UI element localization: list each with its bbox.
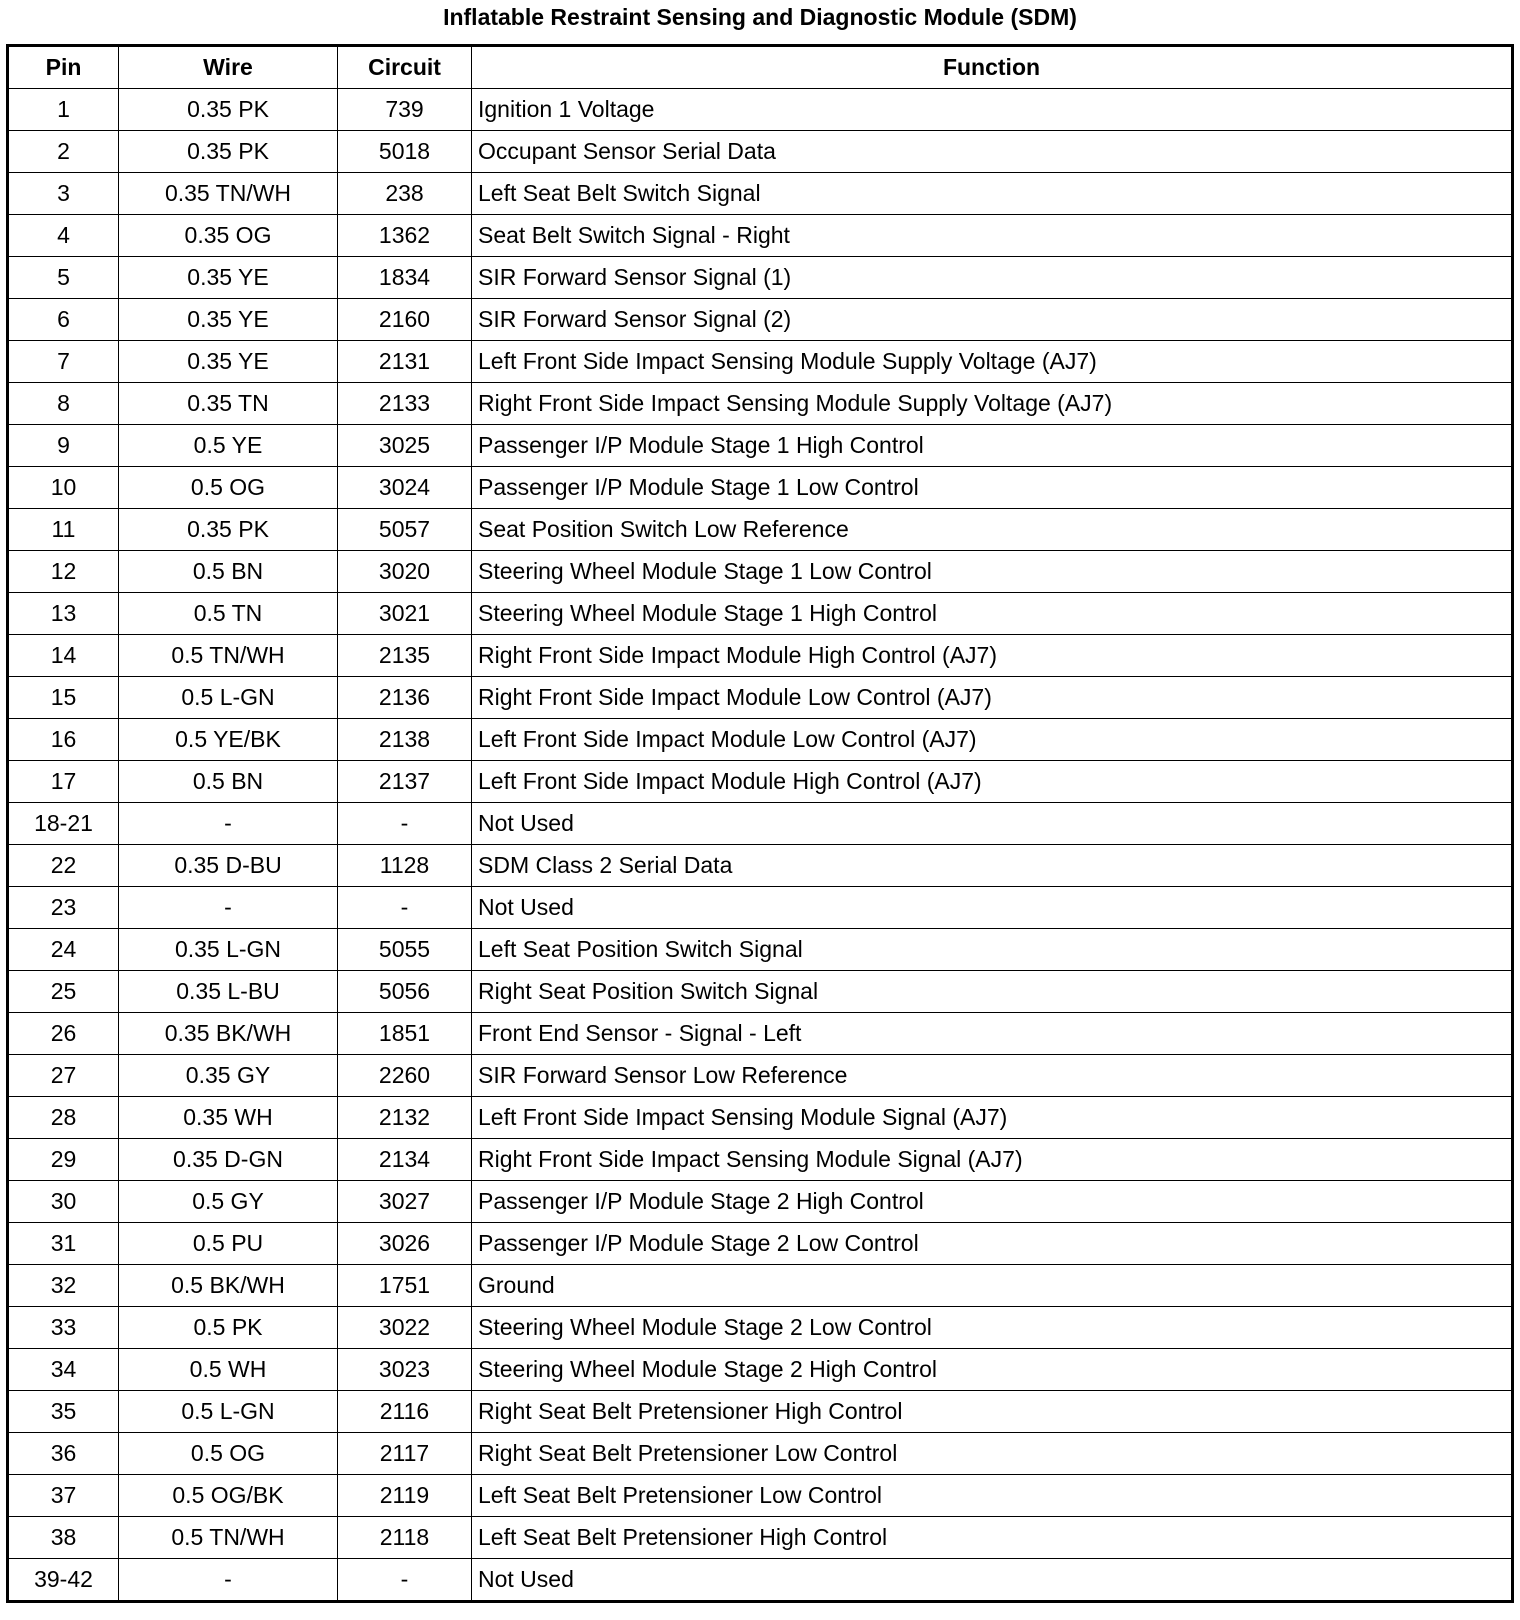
wire-cell: 0.5 BN <box>119 761 338 803</box>
pin-cell: 28 <box>8 1097 119 1139</box>
circuit-cell: 5057 <box>338 509 472 551</box>
pin-cell: 24 <box>8 929 119 971</box>
circuit-cell: 2136 <box>338 677 472 719</box>
function-cell: Steering Wheel Module Stage 2 Low Control <box>472 1307 1513 1349</box>
circuit-cell: 3025 <box>338 425 472 467</box>
header-circuit: Circuit <box>338 46 472 89</box>
function-cell: Passenger I/P Module Stage 2 High Control <box>472 1181 1513 1223</box>
wire-cell: 0.35 TN/WH <box>119 173 338 215</box>
circuit-cell: 1751 <box>338 1265 472 1307</box>
wire-cell: 0.5 BN <box>119 551 338 593</box>
table-row <box>8 1265 1513 1307</box>
circuit-cell: 2131 <box>338 341 472 383</box>
function-cell: Not Used <box>472 887 1513 929</box>
pin-cell: 34 <box>8 1349 119 1391</box>
function-cell: Left Front Side Impact Sensing Module Supply Voltage (AJ7) <box>472 341 1513 383</box>
table-row <box>8 677 1513 719</box>
wire-cell: - <box>119 1559 338 1602</box>
pin-cell: 37 <box>8 1475 119 1517</box>
function-cell: Ground <box>472 1265 1513 1307</box>
table-row <box>8 467 1513 509</box>
wire-cell: 0.35 PK <box>119 509 338 551</box>
table-row <box>8 89 1513 131</box>
pin-cell: 2 <box>8 131 119 173</box>
circuit-cell: 739 <box>338 89 472 131</box>
pin-cell: 17 <box>8 761 119 803</box>
wire-cell: 0.5 TN/WH <box>119 635 338 677</box>
wire-cell: 0.35 D-GN <box>119 1139 338 1181</box>
pin-cell: 15 <box>8 677 119 719</box>
table-row <box>8 1013 1513 1055</box>
function-cell: Left Seat Position Switch Signal <box>472 929 1513 971</box>
wire-cell: - <box>119 887 338 929</box>
wire-cell: 0.35 PK <box>119 89 338 131</box>
function-cell: Passenger I/P Module Stage 2 Low Control <box>472 1223 1513 1265</box>
function-cell: Not Used <box>472 803 1513 845</box>
wire-cell: 0.35 L-BU <box>119 971 338 1013</box>
table-row <box>8 1349 1513 1391</box>
wire-cell: 0.35 PK <box>119 131 338 173</box>
table-row <box>8 929 1513 971</box>
circuit-cell: 2160 <box>338 299 472 341</box>
wire-cell: 0.5 OG/BK <box>119 1475 338 1517</box>
table-row <box>8 215 1513 257</box>
header-function: Function <box>472 46 1513 89</box>
wire-cell: 0.5 PK <box>119 1307 338 1349</box>
function-cell: Seat Belt Switch Signal - Right <box>472 215 1513 257</box>
circuit-cell: - <box>338 803 472 845</box>
circuit-cell: 2118 <box>338 1517 472 1559</box>
pin-cell: 30 <box>8 1181 119 1223</box>
table-row <box>8 173 1513 215</box>
function-cell: Steering Wheel Module Stage 2 High Control <box>472 1349 1513 1391</box>
wire-cell: 0.5 WH <box>119 1349 338 1391</box>
pin-cell: 18-21 <box>8 803 119 845</box>
pin-cell: 35 <box>8 1391 119 1433</box>
table-row <box>8 1433 1513 1475</box>
table-row <box>8 299 1513 341</box>
page-title: Inflatable Restraint Sensing and Diagnostic Module (SDM) <box>443 4 1077 30</box>
table-row <box>8 1055 1513 1097</box>
wire-cell: 0.35 D-BU <box>119 845 338 887</box>
pin-cell: 38 <box>8 1517 119 1559</box>
pin-cell: 39-42 <box>8 1559 119 1602</box>
circuit-cell: - <box>338 887 472 929</box>
pin-cell: 23 <box>8 887 119 929</box>
pin-cell: 8 <box>8 383 119 425</box>
function-cell: Right Front Side Impact Module High Control (AJ7) <box>472 635 1513 677</box>
wire-cell: 0.5 L-GN <box>119 1391 338 1433</box>
wire-cell: 0.35 L-GN <box>119 929 338 971</box>
pin-cell: 26 <box>8 1013 119 1055</box>
wire-cell: 0.35 YE <box>119 299 338 341</box>
wire-cell: 0.5 OG <box>119 467 338 509</box>
pin-cell: 4 <box>8 215 119 257</box>
circuit-cell: 2138 <box>338 719 472 761</box>
function-cell: Passenger I/P Module Stage 1 High Control <box>472 425 1513 467</box>
wire-cell: 0.35 OG <box>119 215 338 257</box>
circuit-cell: 2135 <box>338 635 472 677</box>
table-row <box>8 971 1513 1013</box>
pin-cell: 25 <box>8 971 119 1013</box>
function-cell: Left Front Side Impact Sensing Module Signal (AJ7) <box>472 1097 1513 1139</box>
table-body <box>8 89 1513 1602</box>
table-row <box>8 635 1513 677</box>
wire-cell: 0.35 WH <box>119 1097 338 1139</box>
circuit-cell: 2260 <box>338 1055 472 1097</box>
pinout-table <box>6 44 1514 1603</box>
circuit-cell: 1834 <box>338 257 472 299</box>
pin-cell: 29 <box>8 1139 119 1181</box>
pin-cell: 10 <box>8 467 119 509</box>
wire-cell: 0.5 L-GN <box>119 677 338 719</box>
wire-cell: 0.35 GY <box>119 1055 338 1097</box>
header-pin: Pin <box>8 46 119 89</box>
table-row <box>8 1391 1513 1433</box>
circuit-cell: 2132 <box>338 1097 472 1139</box>
wire-cell: 0.5 TN/WH <box>119 1517 338 1559</box>
function-cell: Passenger I/P Module Stage 1 Low Control <box>472 467 1513 509</box>
circuit-cell: 238 <box>338 173 472 215</box>
header-row <box>8 46 1513 89</box>
table-row <box>8 1223 1513 1265</box>
wire-cell: 0.5 YE/BK <box>119 719 338 761</box>
wire-cell: 0.35 TN <box>119 383 338 425</box>
circuit-cell: - <box>338 1559 472 1602</box>
pin-cell: 5 <box>8 257 119 299</box>
wire-cell: 0.35 BK/WH <box>119 1013 338 1055</box>
function-cell: Occupant Sensor Serial Data <box>472 131 1513 173</box>
table-row <box>8 1517 1513 1559</box>
pin-cell: 27 <box>8 1055 119 1097</box>
table-row <box>8 425 1513 467</box>
wire-cell: 0.5 GY <box>119 1181 338 1223</box>
table-row <box>8 509 1513 551</box>
pin-cell: 11 <box>8 509 119 551</box>
function-cell: SDM Class 2 Serial Data <box>472 845 1513 887</box>
function-cell: Left Seat Belt Pretensioner Low Control <box>472 1475 1513 1517</box>
function-cell: Left Front Side Impact Module Low Control (AJ7) <box>472 719 1513 761</box>
function-cell: Left Seat Belt Switch Signal <box>472 173 1513 215</box>
wire-cell: 0.35 YE <box>119 257 338 299</box>
pin-cell: 3 <box>8 173 119 215</box>
pin-cell: 6 <box>8 299 119 341</box>
pin-cell: 16 <box>8 719 119 761</box>
pin-cell: 9 <box>8 425 119 467</box>
table-header <box>8 46 1513 89</box>
table-row <box>8 1475 1513 1517</box>
table-row <box>8 1097 1513 1139</box>
table-row <box>8 845 1513 887</box>
pin-cell: 33 <box>8 1307 119 1349</box>
circuit-cell: 2137 <box>338 761 472 803</box>
circuit-cell: 3023 <box>338 1349 472 1391</box>
pin-cell: 13 <box>8 593 119 635</box>
circuit-cell: 2133 <box>338 383 472 425</box>
pin-cell: 12 <box>8 551 119 593</box>
table-row <box>8 1559 1513 1602</box>
table-row <box>8 1139 1513 1181</box>
circuit-cell: 1851 <box>338 1013 472 1055</box>
circuit-cell: 2119 <box>338 1475 472 1517</box>
table-row <box>8 257 1513 299</box>
function-cell: Steering Wheel Module Stage 1 High Control <box>472 593 1513 635</box>
pin-cell: 1 <box>8 89 119 131</box>
table-row <box>8 383 1513 425</box>
header-wire: Wire <box>119 46 338 89</box>
circuit-cell: 3022 <box>338 1307 472 1349</box>
function-cell: SIR Forward Sensor Low Reference <box>472 1055 1513 1097</box>
table-row <box>8 551 1513 593</box>
table-row <box>8 761 1513 803</box>
table-row <box>8 803 1513 845</box>
function-cell: Front End Sensor - Signal - Left <box>472 1013 1513 1055</box>
wire-cell: 0.5 YE <box>119 425 338 467</box>
wire-cell: 0.5 BK/WH <box>119 1265 338 1307</box>
circuit-cell: 1128 <box>338 845 472 887</box>
circuit-cell: 3020 <box>338 551 472 593</box>
circuit-cell: 3021 <box>338 593 472 635</box>
table-row <box>8 1307 1513 1349</box>
wire-cell: 0.5 TN <box>119 593 338 635</box>
table-row <box>8 593 1513 635</box>
function-cell: Right Seat Belt Pretensioner High Control <box>472 1391 1513 1433</box>
circuit-cell: 1362 <box>338 215 472 257</box>
table-row <box>8 131 1513 173</box>
pin-cell: 7 <box>8 341 119 383</box>
pin-cell: 22 <box>8 845 119 887</box>
circuit-cell: 5056 <box>338 971 472 1013</box>
circuit-cell: 2116 <box>338 1391 472 1433</box>
function-cell: Steering Wheel Module Stage 1 Low Control <box>472 551 1513 593</box>
circuit-cell: 3026 <box>338 1223 472 1265</box>
table-row <box>8 1181 1513 1223</box>
table-row <box>8 719 1513 761</box>
function-cell: Left Seat Belt Pretensioner High Control <box>472 1517 1513 1559</box>
function-cell: SIR Forward Sensor Signal (1) <box>472 257 1513 299</box>
table-row <box>8 887 1513 929</box>
function-cell: Right Seat Belt Pretensioner Low Control <box>472 1433 1513 1475</box>
function-cell: Right Seat Position Switch Signal <box>472 971 1513 1013</box>
pin-cell: 36 <box>8 1433 119 1475</box>
table-row <box>8 341 1513 383</box>
function-cell: SIR Forward Sensor Signal (2) <box>472 299 1513 341</box>
wire-cell: 0.5 PU <box>119 1223 338 1265</box>
function-cell: Ignition 1 Voltage <box>472 89 1513 131</box>
function-cell: Left Front Side Impact Module High Control (AJ7) <box>472 761 1513 803</box>
circuit-cell: 3024 <box>338 467 472 509</box>
circuit-cell: 2117 <box>338 1433 472 1475</box>
function-cell: Right Front Side Impact Sensing Module Signal (AJ7) <box>472 1139 1513 1181</box>
circuit-cell: 3027 <box>338 1181 472 1223</box>
function-cell: Right Front Side Impact Sensing Module Supply Voltage (AJ7) <box>472 383 1513 425</box>
function-cell: Right Front Side Impact Module Low Control (AJ7) <box>472 677 1513 719</box>
function-cell: Not Used <box>472 1559 1513 1602</box>
circuit-cell: 5055 <box>338 929 472 971</box>
wire-cell: - <box>119 803 338 845</box>
circuit-cell: 5018 <box>338 131 472 173</box>
pin-cell: 14 <box>8 635 119 677</box>
wire-cell: 0.5 OG <box>119 1433 338 1475</box>
pin-cell: 32 <box>8 1265 119 1307</box>
circuit-cell: 2134 <box>338 1139 472 1181</box>
function-cell: Seat Position Switch Low Reference <box>472 509 1513 551</box>
pin-cell: 31 <box>8 1223 119 1265</box>
wire-cell: 0.35 YE <box>119 341 338 383</box>
